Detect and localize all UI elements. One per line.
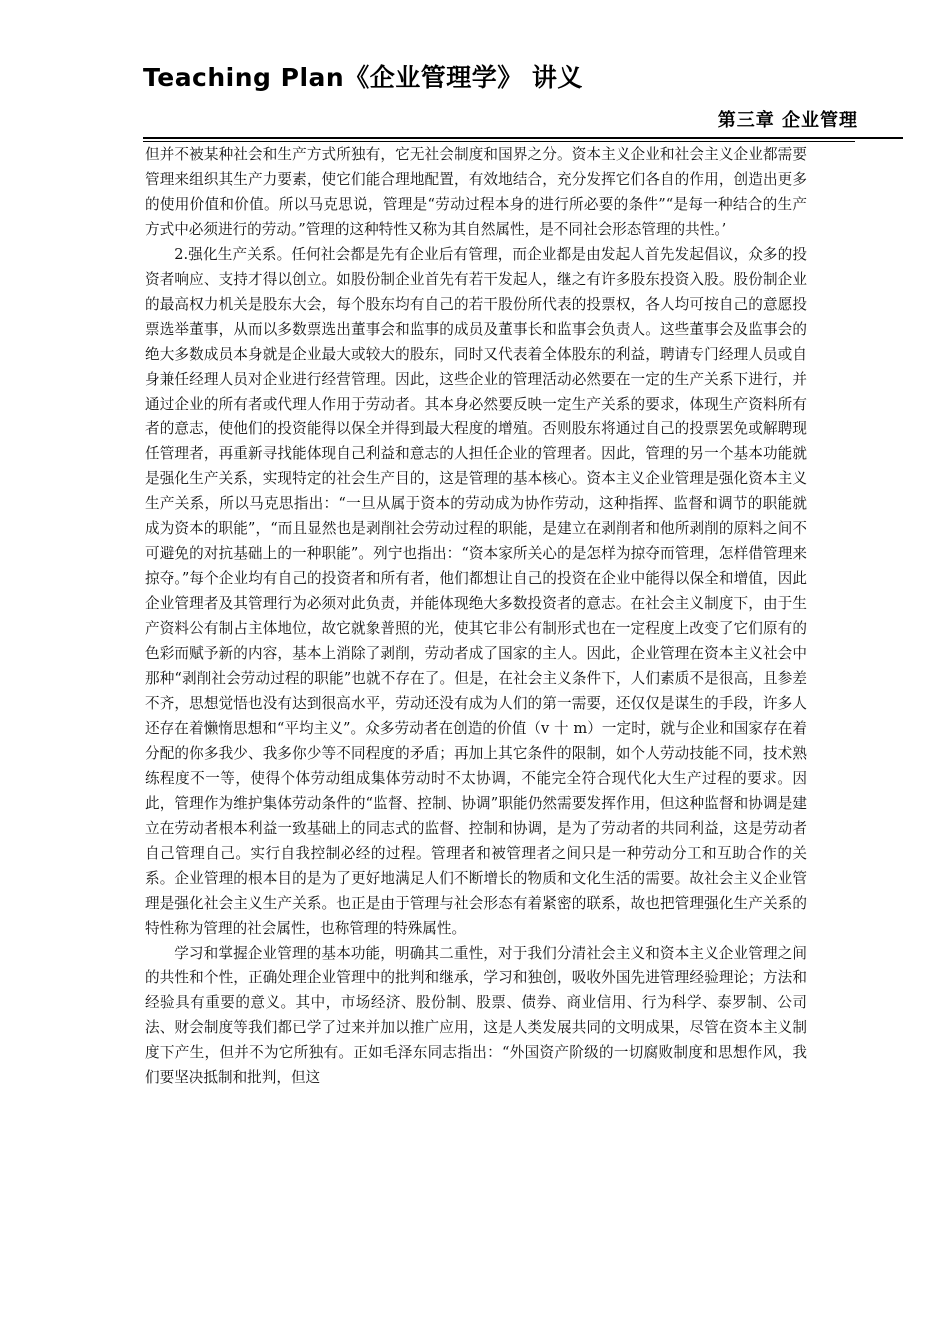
document-title: Teaching Plan《企业管理学》 讲义 <box>143 63 583 92</box>
paragraph-continued: 但并不被某种社会和生产方式所独有，它无社会制度和国界之分。资本主义企业和社会主义企业都需要管理来组织其生产力要素，使它们能合理地配置，有效地结合，充分发挥它们各自的作用，创造出更多的使用价值和价值。所以马克思说，管理是“劳动过程本身的进行所必要的条件”“是每一种结合的生产方式中必须进行的劳动。”管理的这种特性又称为其自然属性，是不同社会形态管理的共性。’ <box>145 146 807 238</box>
body-text <box>145 143 807 1091</box>
paragraph-learning-management-functions: 学习和掌握企业管理的基本功能，明确其二重性，对于我们分清社会主义和资本主义企业管理之间的共性和个性，正确处理企业管理中的批判和继承，学习和独创，吸收外国先进管理经验理论；方法和经验具有重要的意义。其中，市场经济、股份制、股票、债券、商业信用、行为科学、泰罗制、公司法、财会制度等我们都已学了过来并加以推广应用，这是人类发展共同的文明成果，尽管在资本主义制度下产生，但并不为它所独有。正如毛泽东同志指出：“外国资产阶级的一切腐败制度和思想作风，我们要坚决抵制和批判，但这 <box>145 944 807 1087</box>
chapter-label: 第三章 企业管理 <box>717 110 858 131</box>
paragraph-strengthen-production-relations: 2.强化生产关系。任何社会都是先有企业后有管理，而企业都是由发起人首先发起倡议，众多的投资者响应、支持才得以创立。如股份制企业首先有若干发起人，继之有许多股东投资入股。股份制企业的最高权力机关是股东大会，每个股东均有自己的若干股份所代表的投票权，各人均可按自己的意愿投票选举董事，从而以多数票选出董事会和监事的成员及董事长和监事会负责人。这些董事会及监事会的绝大多数成员本身就是企业最大或较大的股东，同时又代表着全体股东的利益，聘请专门经理人员或自身兼任经理人员对企业进行经营管理。因此，这些企业的管理活动必然要在一定的生产关系下进行，并通过企业的所有者或代理人作用于劳动者。其本身必然要反映一定生产关系的要求，体现生产资料所有者的意志，使他们的投资能得以保全并得到最大程度的增殖。否则股东将通过自己的投票罢免或解聘现任管理者，再重新寻找能体现自己利益和意志的人担任企业的管理者。因此，管理的另一个基本功能就是强化生产关系，实现特定的社会生产目的，这是管理的基本核心。资本主义企业管理是强化资本主义生产关系，所以马克思指出：“一旦从属于资本的劳动成为协作劳动，这种指挥、监督和调节的职能就成为资本的职能”，“而且显然也是剥削社会劳动过程的职能，是建立在剥削者和他所剥削的原料之间不可避免的对抗基础上的一种职能”。列宁也指出：“资本家所关心的是怎样为掠夺而管理，怎样借管理来掠夺。”每个企业均有自己的投资者和所有者，他们都想让自己的投资在企业中能得以保全和增值，因此企业管理者及其管理行为必须对此负责，并能体现绝大多数投资者的意志。在社会主义制度下，由于生产资料公有制占主体地位，故它就象普照的光，使其它非公有制形式也在一定程度上改变了它们原有的色彩而赋予新的内容，基本上消除了剥削，劳动者成了国家的主人。因此，企业管理在资本主义社会中那种“剥削社会劳动过程的职能”也就不存在了。但是，在社会主义条件下，人们素质不是很高，且参差不齐，思想觉悟也没有达到很高水平，劳动还没有成为人们的第一需要，还仅仅是谋生的手段，许多人还存在着懒惰思想和“平均主义”。众多劳动者在创造的价值（v 十 m）一定时，就与企业和国家存在着分配的你多我少、我多你少等不同程度的矛盾；再加上其它条件的限制，如个人劳动技能不同，技术熟练程度不一等，使得个体劳动组成集体劳动时不太协调，不能完全符合现代化大生产过程的要求。因此，管理作为维护集体劳动条件的“监督、控制、协调”职能仍然需要发挥作用，但这种监督和协调是建立在劳动者根本利益一致基础上的同志式的监督、控制和协调，是为了劳动者的共同利益，这是劳动者自己管理自己。实行自我控制必经的过程。管理者和被管理者之间只是一种劳动分工和互助合作的关系。企业管理的根本目的是为了更好地满足人们不断增长的物质和文化生活的需要。故社会主义企业管理是强化社会主义生产关系。也正是由于管理与社会形态有着紧密的联系，故也把管理强化生产关系的特性称为管理的社会属性，也称管理的特殊属性。 <box>145 245 807 937</box>
header-rule-thick <box>143 137 903 139</box>
header-rule-thin <box>143 141 855 142</box>
